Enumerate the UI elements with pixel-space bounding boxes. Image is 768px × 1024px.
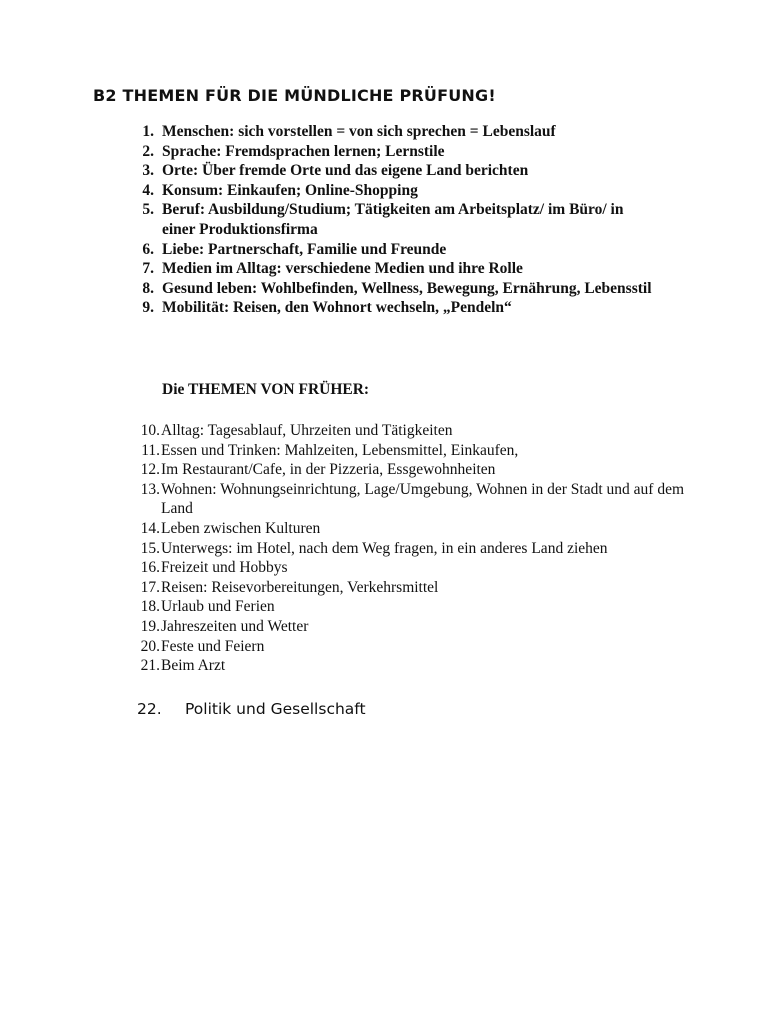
list-item (0, 539, 768, 559)
item-text: Essen und Trinken: Mahlzeiten, Lebensmittel, Einkaufen, (161, 441, 519, 459)
item-text: Reisen: Reisevorbereitungen, Verkehrsmittel (161, 578, 439, 596)
item-number: 21. (140, 657, 160, 675)
item-text: Unterwegs: im Hotel, nach dem Weg fragen, in ein anderes Land ziehen (161, 539, 608, 557)
item-number: 15. (140, 539, 160, 557)
item-number: 19. (140, 617, 160, 635)
item-text: Konsum: Einkaufen; Online-Shopping (162, 181, 418, 199)
list-item (0, 617, 768, 637)
item-text: Menschen: sich vorstellen = von sich sprechen = Lebenslauf (162, 123, 556, 140)
list-item (0, 441, 768, 461)
item-number: 7. (142, 260, 154, 278)
item-number: 8. (142, 279, 154, 297)
list-item (0, 519, 768, 539)
item-number: 12. (140, 461, 160, 479)
list-item (0, 421, 768, 441)
item-number: 9. (142, 299, 154, 317)
list-item (0, 122, 768, 142)
list-item (0, 200, 640, 239)
item-text: Politik und Gesellschaft (185, 700, 366, 718)
list-item (0, 181, 768, 201)
item-text: Sprache: Fremdsprachen lernen; Lernstile (162, 142, 445, 160)
item-number: 13. (140, 480, 160, 498)
item-number: 11. (141, 441, 160, 459)
list-item (0, 298, 768, 318)
item-text: Leben zwischen Kulturen (161, 519, 321, 537)
item-text: Feste und Feiern (161, 637, 265, 655)
list-item (0, 240, 768, 260)
document-title: B2 THEMEN FÜR DIE MÜNDLICHE PRÜFUNG! (93, 86, 496, 105)
main-topic-list (0, 122, 768, 318)
list-item (0, 656, 768, 676)
item-number: 22. (137, 700, 162, 718)
section-heading: Die THEMEN VON FRÜHER: (162, 381, 370, 398)
old-topic-list (0, 421, 768, 676)
item-text: Wohnen: Wohnungseinrichtung, Lage/Umgebung, Wohnen in der Stadt und auf dem Land (161, 480, 685, 518)
list-item-last (137, 700, 366, 718)
item-text: Urlaub und Ferien (161, 598, 275, 616)
list-item (0, 161, 768, 181)
item-text: Im Restaurant/Cafe, in der Pizzeria, Essgewohnheiten (161, 461, 496, 479)
list-item (0, 597, 768, 617)
list-item (0, 480, 768, 519)
item-text: Jahreszeiten und Wetter (161, 617, 309, 635)
item-number: 1. (142, 123, 154, 140)
item-text: Beim Arzt (161, 657, 226, 675)
list-item (0, 259, 768, 279)
list-item (0, 460, 768, 480)
list-item (0, 558, 768, 578)
list-item (0, 142, 768, 162)
item-number: 14. (140, 519, 160, 537)
item-number: 4. (142, 181, 154, 199)
item-number: 10. (140, 422, 160, 439)
item-number: 17. (140, 578, 160, 596)
list-item (0, 279, 768, 299)
item-text: Alltag: Tagesablauf, Uhrzeiten und Tätigkeiten (161, 422, 453, 439)
item-number: 16. (140, 559, 160, 577)
item-text: Mobilität: Reisen, den Wohnort wechseln, „Pendeln“ (162, 299, 512, 317)
item-text: Freizeit und Hobbys (161, 559, 288, 577)
item-text: Beruf: Ausbildung/Studium; Tätigkeiten am Arbeitsplatz/ im Büro/ in einer Produktionsfirma (162, 201, 624, 238)
item-text: Gesund leben: Wohlbefinden, Wellness, Bewegung, Ernährung, Lebensstil (162, 279, 652, 297)
list-item (0, 578, 768, 598)
item-number: 20. (140, 637, 160, 655)
item-text: Liebe: Partnerschaft, Familie und Freunde (162, 240, 447, 258)
item-text: Medien im Alltag: verschiedene Medien und ihre Rolle (162, 260, 523, 278)
item-number: 2. (142, 142, 154, 160)
item-number: 6. (142, 240, 154, 258)
item-number: 5. (142, 201, 154, 219)
item-number: 18. (140, 598, 160, 616)
item-number: 3. (142, 162, 154, 180)
list-item (0, 637, 768, 657)
item-text: Orte: Über fremde Orte und das eigene Land berichten (162, 162, 529, 180)
